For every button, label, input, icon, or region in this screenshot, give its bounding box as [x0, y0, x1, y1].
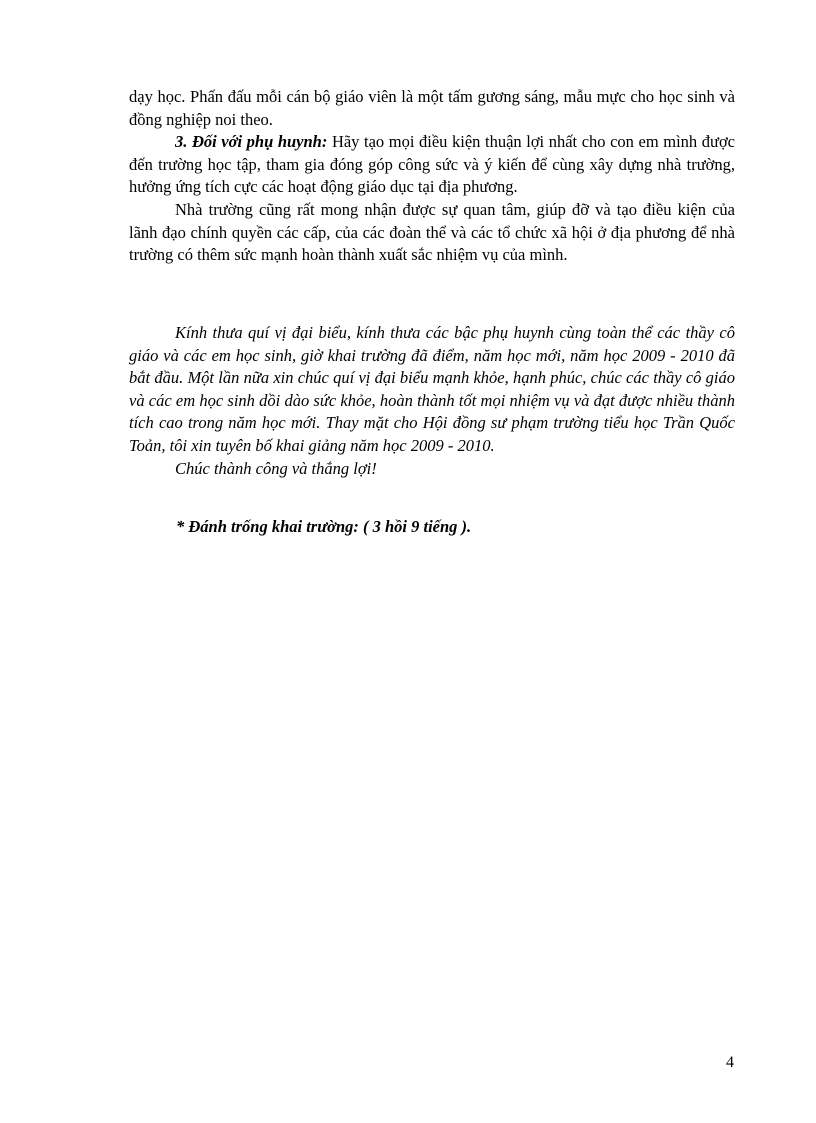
- body-text: [129, 86, 735, 267]
- paragraph-teachers-end: dạy học. Phấn đấu mỗi cán bộ giáo viên là một tấm gương sáng, mẫu mực cho học sinh và đồng nghiệp noi theo.: [129, 87, 735, 129]
- parents-heading: 3. Đối với phụ huynh:: [175, 132, 328, 152]
- paragraph-parents: [129, 131, 735, 199]
- closing-wish: Chúc thành công và thắng lợi!: [175, 458, 377, 478]
- drum-instruction: * Đánh trống khai trường: ( 3 hồi 9 tiếng ).: [176, 517, 472, 536]
- closing-speech: [129, 322, 735, 480]
- page-number: 4: [726, 1054, 734, 1071]
- paragraph-authorities: Nhà trường cũng rất mong nhận được sự quan tâm, giúp đỡ và tạo điều kiện của lãnh đạo chính quyền các cấp, của các đoàn thể và các tổ chức xã hội ở địa phương để nhà trường có thêm sức mạnh hoàn thành xuất sắc nhiệm vụ của mình.: [129, 199, 735, 265]
- closing-speech-text: Kính thưa quí vị đại biểu, kính thưa các bậc phụ huynh cùng toàn thể các thầy cô giáo và các em học sinh, giờ khai trường đã điểm, năm học mới, năm học 2009 - 2010 đã bắt đầu. Một lần nữa xin chúc quí vị đại biểu mạnh khỏe, hạnh phúc, chúc các thầy cô giáo và các em học sinh dồi dào sức khỏe, hoàn thành tốt mọi nhiệm vụ và đạt được nhiều thành tích cao trong năm học mới. Thay mặt cho Hội đồng sư phạm trường tiểu học Trần Quốc Toản, tôi xin tuyên bố khai giảng năm học 2009 - 2010.: [129, 323, 735, 455]
- parents-text: Hãy tạo mọi điều kiện thuận lợi nhất cho con em mình được đến trường học tập, tham gia đóng góp công sức và ý kiến để cùng xây dựng nhà trường, hưởng ứng tích cực các hoạt động giáo dục tại địa phương.: [129, 132, 736, 197]
